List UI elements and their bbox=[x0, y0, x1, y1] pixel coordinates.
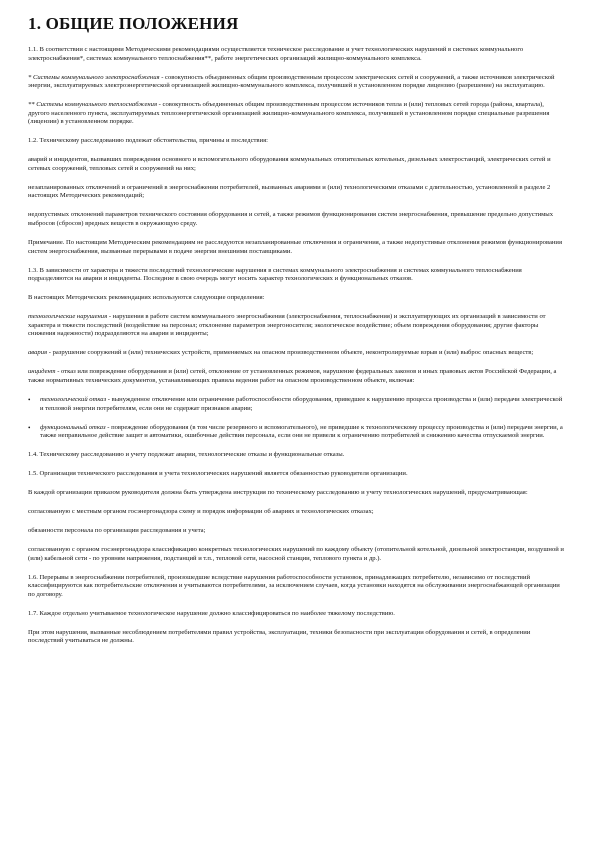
defined-term: функциональный отказ bbox=[40, 423, 106, 431]
defined-term: технологический отказ bbox=[40, 395, 107, 403]
paragraph-text: согласованную с местным органом госэнергонадзора схему и порядок информации об авариях и технологических отказах; bbox=[28, 508, 374, 516]
paragraph bbox=[28, 156, 567, 173]
bullet-text bbox=[40, 396, 567, 413]
paragraph-text: - совокупность объединенных общим производственным процессом источников тепла и (или) тепловых сетей города (района, квартала), другого населенного пункта, эксплуатируемых теплоэнергетической организацией жилищно-коммунального комплекса, получившей в установленном порядке специальные разрешения (лицензии) в установленном порядке. bbox=[28, 101, 550, 126]
paragraph bbox=[28, 239, 567, 256]
paragraph bbox=[28, 137, 567, 146]
paragraph bbox=[28, 101, 567, 127]
bullet-body: - вынужденное отключение или ограничение работоспособности оборудования, приведшее к нарушению процесса производства и (или) передачи электрической и тепловой энергии потребителям, если они не содержат признаков аварии; bbox=[40, 395, 563, 412]
paragraph bbox=[28, 610, 567, 619]
paragraph bbox=[28, 294, 567, 303]
paragraph-text: обязанности персонала по организации расследования и учета; bbox=[28, 527, 206, 535]
paragraph-text: 1.5. Организация технического расследования и учета технологических нарушений является обязанностью руководителя организации. bbox=[28, 470, 408, 478]
page-title: 1. ОБЩИЕ ПОЛОЖЕНИЯ bbox=[28, 14, 239, 33]
defined-term: авария bbox=[28, 349, 48, 357]
paragraph-text: недопустимых отклонений параметров технического состояния оборудования и сетей, а также режимов функционирования систем энергоснабжения, превышение предельно допустимых выбросов (сбросов) вредных веществ в окружающую среду. bbox=[28, 211, 554, 228]
paragraph-text: При этом нарушения, вызванные несоблюдением потребителями правил устройства, эксплуатации, техники безопасности при эксплуатации оборудования и сетей, в определении последствий учитываться не должны. bbox=[28, 628, 531, 645]
paragraph bbox=[28, 508, 567, 517]
bullet-item bbox=[28, 424, 567, 441]
bullet-item bbox=[28, 396, 567, 413]
paragraph bbox=[28, 46, 567, 63]
bullet-marker-icon: • bbox=[28, 423, 31, 432]
paragraph bbox=[28, 629, 567, 646]
paragraph bbox=[28, 74, 567, 91]
paragraph-text: согласованную с органом госэнергонадзора классификацию конкретных технологических нарушений по каждому объекту (отопительной котельной, дизельной электростанции, воздушной и (или) кабельной сети - по уровням напряжения, подстанций и т.п., тепловой сети, насосной станции, теплового пункта и др.). bbox=[28, 546, 564, 562]
paragraph bbox=[28, 546, 567, 563]
paragraph-text: Примечание. По настоящим Методическим рекомендациям не расследуются незапланированные отключения и ограничения, а также недопустимые отклонения режимов функционирования систем энергоснабжения, вызванные перерывами в подаче энергии внешними поставщиками. bbox=[28, 239, 562, 255]
paragraph bbox=[28, 470, 567, 479]
paragraph-text: 1.7. Каждое отдельно учитываемое технологическое нарушение должно классифицироваться по наиболее тяжелому последствию. bbox=[28, 609, 395, 617]
paragraph-text: 1.6. Перерывы в энергоснабжении потребителей, произошедшие вследствие нарушения работоспособности установок, принадлежащих потребителю, независимо от последствий классифицируются как потребительские отключения и учитываются потребителями, за исключением случаев, когда установки находятся на обслуживании энергоснабжающей организации по договору. bbox=[28, 573, 560, 598]
paragraph-text: 1.1. В соответствии с настоящими Методическими рекомендациями осуществляется техническое расследование и учет технологических нарушений в системах коммунального электроснабжения*, системах коммунального теплоснабжения**, работе энергетических организаций жилищно-коммунального комплекса. bbox=[28, 46, 524, 62]
paragraph-text: - совокупность объединенных общим производственным процессом электрических сетей и сооружений, а также источников электрической энергии, эксплуатируемых электроэнергетической организацией жилищно-коммунального комплекса, получившей в установленном порядке лицензию (разрешение) на эксплуатацию. bbox=[28, 73, 555, 90]
paragraph-text: 1.2. Техническому расследованию подлежат обстоятельства, причины и последствия: bbox=[28, 137, 268, 145]
defined-term: технологические нарушения bbox=[28, 313, 108, 321]
paragraph bbox=[28, 313, 567, 339]
paragraph bbox=[28, 267, 567, 284]
paragraph bbox=[28, 184, 567, 201]
paragraph-text: - нарушения в работе систем коммунального энергоснабжения (электроснабжения, теплоснабжения) и эксплуатирующих их организаций в зависимости от характера и тяжести последствий (воздействие на персонал; отклонение параметров энергоносителя; экологическое воздействие; объем повреждения оборудования; другие факторы снижения надежности) подразделяются на аварии и инциденты; bbox=[28, 313, 546, 338]
paragraph bbox=[28, 489, 567, 498]
document-body bbox=[28, 46, 567, 646]
paragraph bbox=[28, 368, 567, 385]
bullet-text bbox=[40, 424, 567, 441]
paragraph bbox=[28, 349, 567, 358]
paragraph bbox=[28, 211, 567, 228]
paragraph bbox=[28, 574, 567, 600]
paragraph-text: - отказ или повреждение оборудования и (или) сетей, отклонение от установленных режимов, нарушение федеральных законов и иных правовых актов Российской Федерации, а также нормативных технических документов, устанавливающих правила ведения работ на опасном производственном объекте, включая: bbox=[28, 368, 557, 384]
paragraph-text: 1.3. В зависимости от характера и тяжести последствий технологические нарушения в системах коммунального электроснабжения и системах коммунального теплоснабжения подразделяются на аварии и инциденты. Последние в свою очередь могут носить характер технологических и функциональных отказов. bbox=[28, 266, 522, 283]
paragraph-text: - разрушение сооружений и (или) технических устройств, применяемых на опасном производственном объекте, неконтролируемые взрыв и (или) выброс опасных веществ; bbox=[47, 349, 534, 357]
paragraph bbox=[28, 451, 567, 460]
defined-term: инцидент bbox=[28, 368, 56, 376]
paragraph-text: В настоящих Методических рекомендациях используются следующие определения: bbox=[28, 294, 265, 302]
paragraph-text: 1.4. Техническому расследованию и учету подлежат аварии, технологические отказы и функциональные отказы. bbox=[28, 451, 345, 459]
paragraph-text: В каждой организации приказом руководителя должна быть утверждена инструкция по техническому расследованию и учету технологических нарушений, предусматривающая: bbox=[28, 489, 528, 497]
paragraph-text: незапланированных отключений и ограничений в энергоснабжении потребителей, вызванных авариями и (или) технологическими отказами с длительностью, установленной в разделе 2 настоящих Методических рекомендаций; bbox=[28, 183, 551, 200]
bullet-body: - повреждение оборудования (в том числе резервного и вспомогательного), не приведшие к технологическому процессу производства и (или) передачи энергии, а также неправильное действие защит и автоматики, ошибочные действия персонала, если они не привели к ограничению потребителей и снижению качества отпускаемой энергии. bbox=[40, 423, 563, 440]
defined-term: ** Системы коммунального теплоснабжения bbox=[28, 101, 158, 109]
bullet-marker-icon: • bbox=[28, 395, 31, 404]
paragraph-text: аварий и инцидентов, вызвавших повреждения основного и вспомогательного оборудования коммунальных отопительных котельных, дизельных электростанций, электрических сетей и сетевых сооружений, тепловых сетей и сооружений на них; bbox=[28, 156, 551, 172]
paragraph bbox=[28, 527, 567, 536]
defined-term: * Системы коммунального электроснабжения bbox=[28, 73, 160, 81]
